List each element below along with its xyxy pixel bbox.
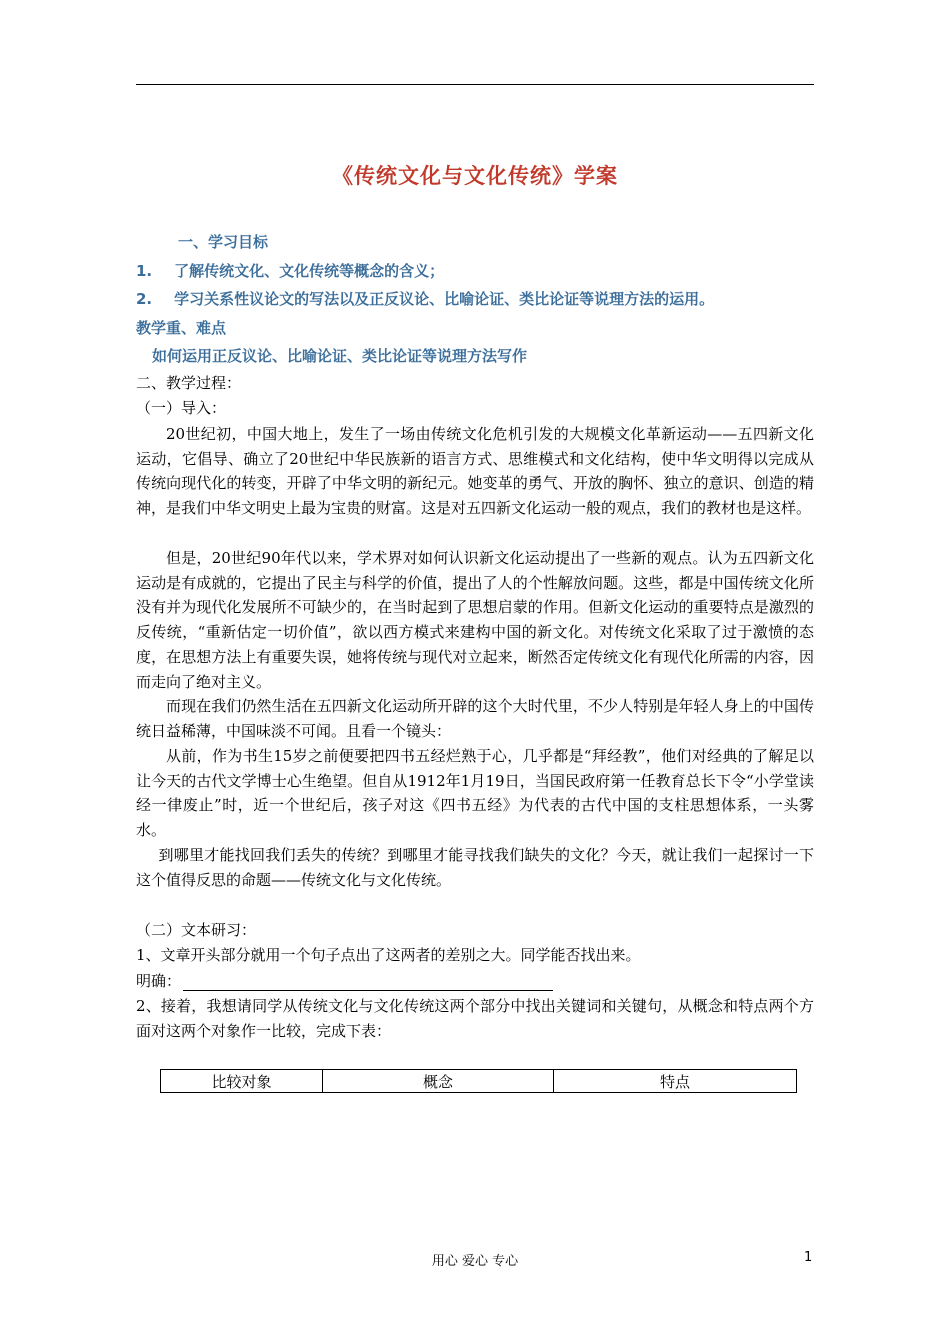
goal-text: 了解传统文化、文化传统等概念的含义； (174, 262, 445, 280)
key-points-heading: 教学重、难点 (136, 319, 227, 337)
intro-paragraph-4: 从前，作为书生15岁之前便要把四书五经烂熟于心，几乎都是“拜经教”，他们对经典的了解足以让今天的古代文学博士心生绝望。但自从1912年1月19日，当国民政府第一任教育总长下令“小学堂读经一律废止”时，近一个世纪后，孩子对这《四书五经》为代表的古代中国的支柱思想体系，一头雾水。 (136, 747, 814, 840)
page-number: 1 (804, 1250, 813, 1265)
goal-number: 1. (136, 262, 153, 280)
table-header-row (161, 1070, 797, 1093)
key-points-text: 如何运用正反议论、比喻论证、类比论证等说理方法写作 (152, 347, 528, 365)
intro-paragraph-2: 但是，20世纪90年代以来，学术界对如何认识新文化运动提出了一些新的观点。认为五四新文化运动是有成就的，它提出了民主与科学的价值，提出了人的个性解放问题。这些，都是中国传统文化所没有并为现代化发展所不可缺少的，在当时起到了思想启蒙的作用。但新文化运动的重要特点是激烈的反传统，“重新估定一切价值”，欲以西方模式来建构中国的新文化。对传统文化采取了过于激愤的态度，在思想方法上有重要失误，她将传统与现代对立起来，断然否定传统文化有现代化所需的内容，因而走向了绝对主义。 (136, 549, 814, 691)
intro-paragraph-3: 而现在我们仍然生活在五四新文化运动所开辟的这个大时代里，不少人特别是年轻人身上的中国传统日益稀薄，中国味淡不可闻。且看一个镜头： (136, 697, 814, 740)
answer-blank[interactable] (183, 974, 553, 991)
document-title: 《传统文化与文化传统》学案 (332, 164, 618, 188)
table-header-cell: 比较对象 (161, 1070, 323, 1093)
intro-paragraph-1: 20世纪初，中国大地上，发生了一场由传统文化危机引发的大规模文化革新运动——五四新文化运动，它倡导、确立了20世纪中华民族新的语言方式、思维模式和文化结构，使中华文明得以完成从传统向现代化的转变，开辟了中华文明的新纪元。她变革的勇气、开放的胸怀、独立的意识、创造的精神，是我们中华文明史上最为宝贵的财富。这是对五四新文化运动一般的观点，我们的教材也是这样。 (136, 425, 814, 518)
intro-paragraph-5: 到哪里才能找回我们丢失的传统？到哪里才能寻找我们缺失的文化？今天，就让我们一起探讨一下这个值得反思的命题——传统文化与文化传统。 (136, 846, 814, 889)
header-rule (136, 84, 814, 85)
goal-item-2 (136, 289, 714, 309)
footer-motto: 用心 爱心 专心 (431, 1254, 519, 1269)
goals-heading: 一、学习目标 (178, 233, 269, 251)
goal-item-1 (136, 261, 444, 281)
answer-label: 明确： (136, 972, 182, 990)
comparison-table (160, 1069, 797, 1093)
text-study-heading: （二）文本研习： (136, 921, 257, 939)
question-2: 2、接着，我想请同学从传统文化与文化传统这两个部分中找出关键词和关键句，从概念和特点两个方面对这两个对象作一比较，完成下表： (136, 997, 814, 1040)
table-header-cell: 特点 (554, 1070, 797, 1093)
table-header-cell: 概念 (323, 1070, 554, 1093)
question-1: 1、文章开头部分就用一个句子点出了这两者的差别之大。同学能否找出来。 (136, 946, 641, 964)
answer-row (136, 971, 553, 991)
goal-text: 学习关系性议论文的写法以及正反议论、比喻论证、类比论证等说理方法的运用。 (174, 290, 715, 308)
process-heading: 二、教学过程： (136, 374, 242, 392)
goal-number: 2. (136, 290, 153, 308)
intro-heading: （一）导入： (136, 399, 227, 417)
